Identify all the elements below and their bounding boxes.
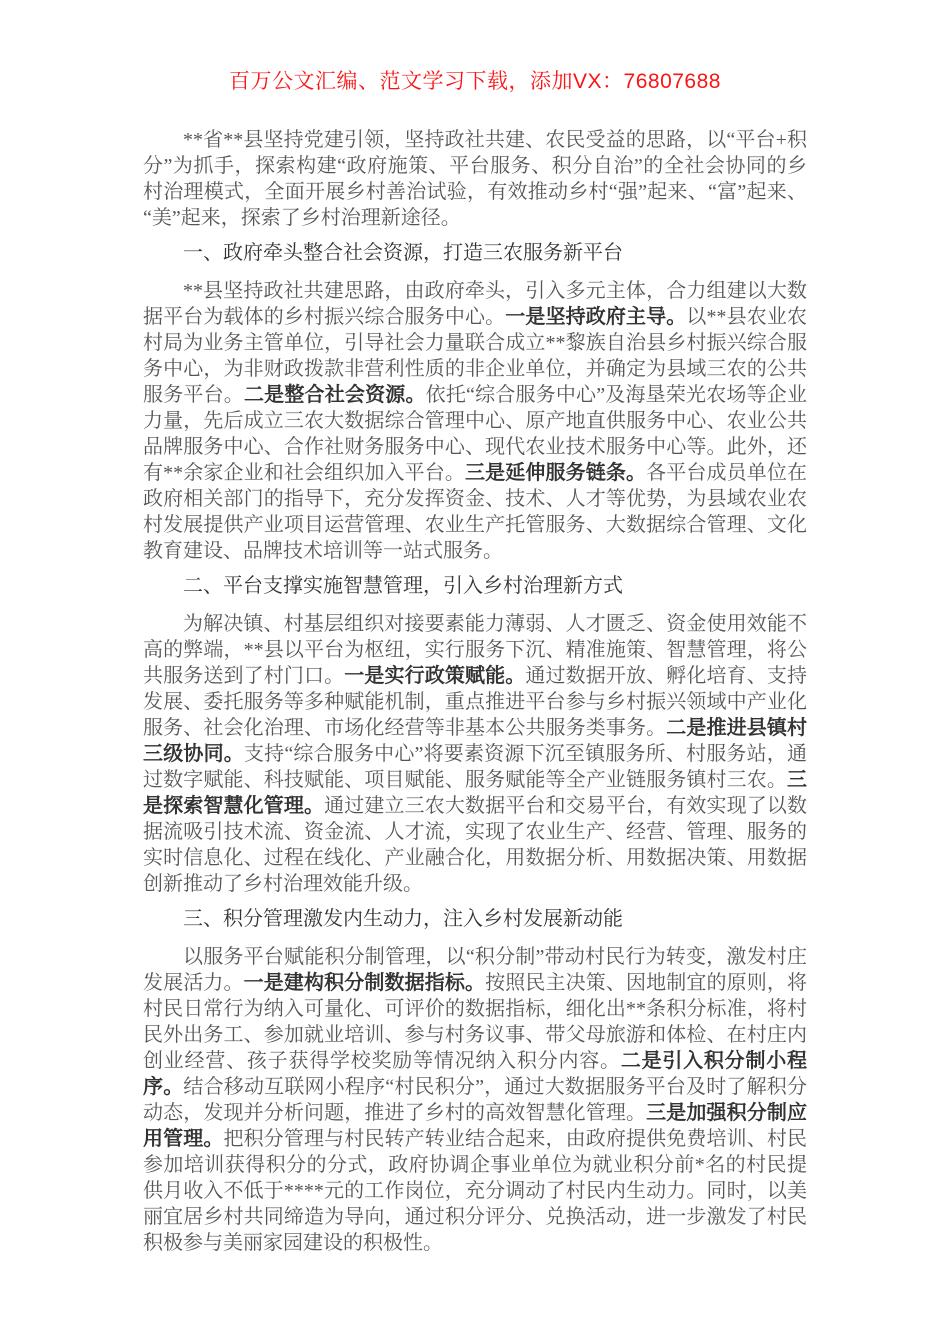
text-run: 支持“综合服务中心”将要素资源下沉至镇服务所、村服务站，通过数字赋能、科技赋能、项目赋能、服务赋能等全产业链服务镇村三农。 [143, 743, 807, 791]
section-heading [143, 240, 807, 266]
text-run: 结合移动互联网小程序“村民积分”，通过大数据服务平台及时了解积分动态，发现并分析问题，推进了乡村的高效智慧化管理。 [143, 1076, 808, 1124]
section-heading [143, 906, 807, 932]
bold-text-run: 二是引入积分制小程序。 [143, 1050, 808, 1098]
text-run: **省**县坚持党建引领，坚持政社共建、农民受益的思路，以“平台+积分”为抓手，探索构建“政府施策、平台服务、积分自治”的全社会协同的乡村治理模式，全面开展乡村善治试验，有效推动乡村“强”起来、“富”起来、“美”起来，探索了乡村治理新途径。 [143, 129, 807, 229]
text-run: 以服务平台赋能积分制管理，以“积分制”带动村民行为转变，激发村庄发展活力。 [143, 946, 807, 994]
bold-text-run: 二是推进县镇村三级协同。 [143, 717, 807, 765]
bold-text-run: 三是延伸服务链条。 [465, 462, 647, 484]
bold-text-run: 三是加强积分制应用管理。 [143, 1102, 807, 1150]
text-run: 把积分管理与村民转产转业结合起来，由政府提供免费培训、村民参加培训获得积分的分式，政府协调企事业单位为就业积分前*名的村民提供月收入不低于****元的工作岗位，充分调动了村民内生动力。同时，以美丽宜居乡村共同缔造为导向，通过积分评分、兑换活动，进一步激发了村民积极参与美丽家园建设的积极性。 [143, 1128, 807, 1254]
text-run: 三、积分管理激发内生动力，注入乡村发展新动能 [183, 908, 623, 930]
bold-text-run: 一是建构积分制数据指标。 [243, 972, 486, 994]
bold-text-run: 三是探索智慧化管理。 [143, 769, 807, 817]
text-run: 为解决镇、村基层组织对接要素能力薄弱、人才匮乏、资金使用效能不高的弊端，**县以平台为枢纽，实行服务下沉、精准施策、智慧管理，将公共服务送到了村门口。 [143, 613, 807, 687]
document-body [0, 94, 950, 1256]
text-run: 一、政府牵头整合社会资源，打造三农服务新平台 [183, 242, 623, 264]
bold-text-run: 一是实行政策赋能。 [344, 665, 526, 687]
text-run: 通过建立三农大数据平台和交易平台，有效实现了以数据流吸引技术流、资金流、人才流，实现了农业生产、经营、管理、服务的实时信息化、过程在线化、产业融合化，用数据分析、用数据决策、用数据创新推动了乡村治理效能升级。 [143, 795, 807, 895]
section-heading [143, 573, 807, 599]
text-run: 各平台成员单位在政府相关部门的指导下，充分发挥资金、技术、人才等优势，为县域农业农村发展提供产业项目运营管理、农业生产托管服务、大数据综合管理、文化教育建设、品牌技术培训等一站式服务。 [143, 462, 807, 562]
text-run: 按照民主决策、因地制宜的原则，将村民日常行为纳入可量化、可评价的数据指标，细化出**条积分标准，将村民外出务工、参加就业培训、参与村务议事、带父母旅游和体检、在村庄内创业经营、孩子获得学校奖励等情况纳入积分内容。 [143, 972, 807, 1072]
promo-header-text: 百万公文汇编、范文学习下载，添加VX：76807688 [229, 70, 721, 93]
text-run: **县坚持政社共建思路，由政府牵头，引入多元主体，合力组建以大数据平台为载体的乡村振兴综合服务中心。 [143, 280, 807, 328]
text-run: 二、平台支撑实施智慧管理，引入乡村治理新方式 [183, 575, 623, 597]
text-run: 以**县农业农村局为业务主管单位，引导社会力量联合成立**黎族自治县乡村振兴综合服务中心，为非财政拨款非营利性质的非企业单位，并确定为县域三农的公共服务平台。 [143, 306, 807, 406]
bold-text-run: 一是坚持政府主导。 [505, 306, 687, 328]
paragraph [143, 944, 807, 1256]
text-run: 依托“综合服务中心”及海垦荣光农场等企业力量，先后成立三农大数据综合管理中心、原产地直供服务中心、农业公共品牌服务中心、合作社财务服务中心、现代农业技术服务中心等。此外，还有**余家企业和社会组织加入平台。 [143, 384, 807, 484]
paragraph [143, 611, 807, 897]
bold-text-run: 二是整合社会资源。 [243, 384, 426, 406]
paragraph [143, 278, 807, 564]
text-run: 通过数据开放、孵化培育、支持发展、委托服务等多种赋能机制，重点推进平台参与乡村振兴领域中产业化服务、社会化治理、市场化经营等非基本公共服务类事务。 [143, 665, 807, 739]
paragraph [143, 127, 807, 231]
